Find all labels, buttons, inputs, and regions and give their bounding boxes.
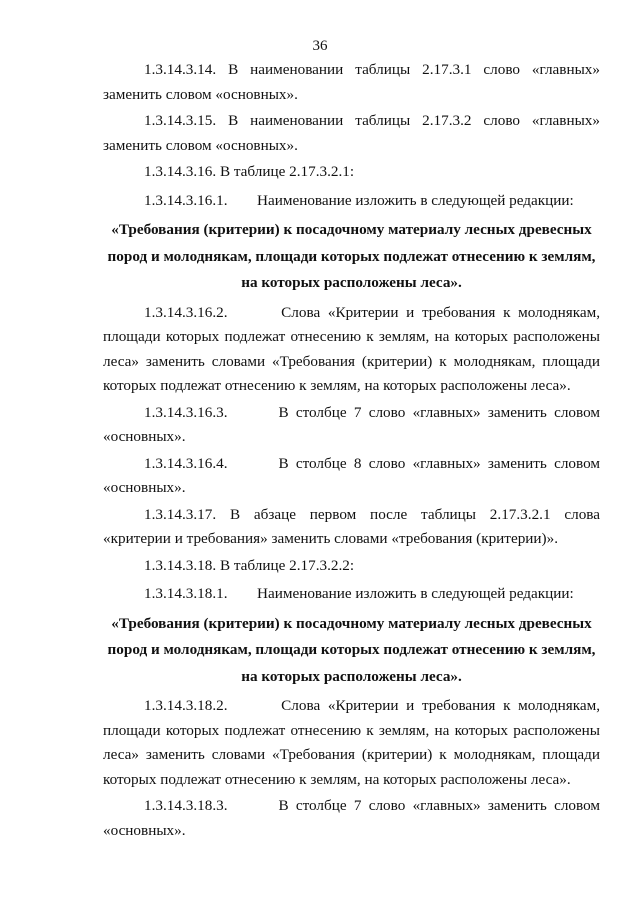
paragraph-number: 1.3.14.3.18.1.: [144, 585, 228, 602]
paragraph-number: 1.3.14.3.16.4.: [144, 454, 228, 472]
paragraph-1-3-14-3-16-1: [103, 189, 600, 214]
paragraph-1-3-14-3-14: [103, 58, 600, 107]
paragraph-1-3-14-3-16-2: [103, 301, 600, 399]
paragraph-text: Слова «Критерии и требования к молоднякам, площади которых подлежат отнесению к землям, на которых расположены леса» заменить словами «Требования (критерии) к молоднякам, площади которых подлежат отнесению к землям, на которых расположены леса».: [103, 303, 600, 394]
paragraph-text: Наименование изложить в следующей редакции:: [257, 585, 574, 602]
paragraph-number: 1.3.14.3.16.2.: [144, 303, 228, 321]
paragraph-number: 1.3.14.3.18.2.: [144, 697, 228, 714]
paragraph-number: 1.3.14.3.16.1.: [144, 191, 228, 209]
bold-heading-table-2-17-3-2-1: «Требования (критерии) к посадочному материалу лесных древесных пород и молоднякам, площади которых подлежат отнесению к землям, на которых расположены леса».: [107, 221, 596, 291]
paragraph-text: В наименовании таблицы 2.17.3.1 слово «главных» заменить словом «основных».: [103, 61, 600, 103]
document-body: [103, 58, 600, 843]
paragraph-text: В столбце 7 слово «главных» заменить словом «основных».: [103, 403, 601, 445]
paragraph-number: 1.3.14.3.18.3.: [144, 797, 228, 814]
paragraph-1-3-14-3-16-3: [103, 401, 600, 450]
paragraph-number: 1.3.14.3.14.: [144, 61, 217, 78]
paragraph-text: В столбце 7 слово «главных» заменить словом «основных».: [103, 797, 601, 839]
paragraph-text: Слова «Критерии и требования к молоднякам, площади которых подлежат отнесению к землям, на которых расположены леса» заменить словами «Требования (критерии) к молоднякам, площади которых подлежат отнесению к землям, на которых расположены леса».: [103, 697, 600, 788]
page-number: 36: [312, 38, 328, 54]
paragraph-1-3-14-3-18: 1.3.14.3.18. В таблице 2.17.3.2.2:: [144, 556, 355, 574]
paragraph-1-3-14-3-16-4: [103, 452, 600, 501]
paragraph-1-3-14-3-15: [103, 109, 600, 158]
paragraph-1-3-14-3-18-1: [103, 582, 600, 607]
paragraph-text: В наименовании таблицы 2.17.3.2 слово «главных» заменить словом «основных».: [103, 112, 600, 154]
paragraph-text: В столбце 8 слово «главных» заменить словом «основных».: [103, 454, 601, 496]
paragraph-1-3-14-3-17: 1.3.14.3.17. В абзаце первом после таблицы 2.17.3.2.1 слова «критерии и требования» заменить словами «требования (критерии)».: [103, 505, 600, 547]
paragraph-1-3-14-3-18-3: [103, 794, 600, 843]
paragraph-text: Наименование изложить в следующей редакции:: [257, 191, 574, 209]
paragraph-1-3-14-3-16: 1.3.14.3.16. В таблице 2.17.3.2.1:: [144, 163, 355, 180]
paragraph-number: 1.3.14.3.15.: [144, 112, 217, 129]
paragraph-1-3-14-3-18-2: [103, 694, 600, 792]
paragraph-number: 1.3.14.3.16.3.: [144, 403, 228, 421]
bold-heading-table-2-17-3-2-2: «Требования (критерии) к посадочному материалу лесных древесных пород и молоднякам, площади которых подлежат отнесению к землям, на которых расположены леса».: [107, 614, 596, 685]
